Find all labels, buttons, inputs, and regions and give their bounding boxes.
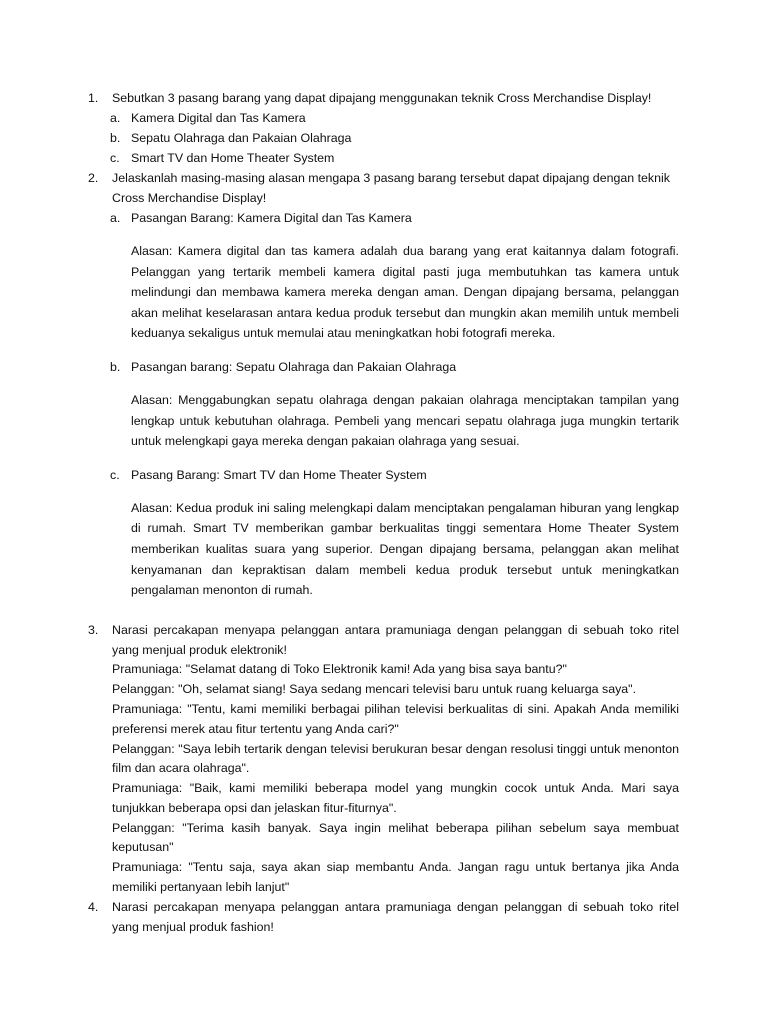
list-item — [0, 128, 768, 148]
dialogue-line: Pelanggan: "Oh, selamat siang! Saya sedang mencari televisi baru untuk ruang keluarga saya". — [112, 682, 637, 697]
question-number: 2. — [88, 171, 99, 185]
item-letter: c. — [110, 467, 120, 482]
question-2-continued — [0, 188, 768, 208]
spacer — [0, 485, 768, 498]
item-letter: a. — [110, 211, 121, 225]
question-text: Narasi percakapan menyapa pelanggan antara pramuniaga dengan pelanggan di sebuah toko ritel yang menjual produk elektronik! — [112, 622, 679, 657]
item-letter: b. — [110, 131, 121, 145]
item-letter: b. — [110, 359, 121, 374]
question-4 — [0, 898, 768, 938]
document-page — [0, 88, 768, 937]
item-heading: Pasang Barang: Smart TV dan Home Theater System — [131, 467, 427, 482]
question-text: Narasi percakapan menyapa pelanggan antara pramuniaga dengan pelanggan di sebuah toko ritel yang menjual produk fashion! — [112, 899, 679, 934]
list-item — [0, 465, 768, 485]
question-1 — [0, 88, 768, 108]
item-letter: c. — [110, 151, 120, 165]
item-heading: Pasangan Barang: Kamera Digital dan Tas Kamera — [131, 211, 412, 225]
dialogue-line: Pramuniaga: "Tentu saja, saya akan siap membantu Anda. Jangan ragu untuk bertanya jika Anda memiliki pertanyaan lebih lanjut" — [112, 860, 679, 895]
question-number: 1. — [88, 91, 99, 105]
item-text: Kamera Digital dan Tas Kamera — [131, 111, 306, 125]
reason-paragraph: Alasan: Kedua produk ini saling melengkapi dalam menciptakan pengalaman hiburan yang lengkap di rumah. Smart TV memberikan gambar berkualitas tinggi sementara Home Theater System memberikan kualitas suara yang superior. Dengan dipajang bersama, pelanggan akan melihat kenyamanan dan kepraktisan dalam membeli kedua produk tersebut untuk meningkatkan pengalaman menonton di rumah. — [131, 500, 679, 598]
reason-paragraph: Alasan: Kamera digital dan tas kamera adalah dua barang yang erat kaitannya dalam fotografi. Pelanggan yang tertarik membeli kamera digital pasti juga membutuhkan tas kamera untuk melindungi dan membawa kamera mereka dengan aman. Dengan dipajang bersama, pelanggan akan melihat keselarasan antara kedua produk tersebut dan mungkin akan memilih untuk membeli keduanya sekaligus untuk memulai atau meningkatkan hobi fotografi mereka. — [131, 244, 679, 341]
spacer — [0, 344, 768, 357]
dialogue-line: Pelanggan: "Terima kasih banyak. Saya ingin melihat beberapa pilihan sebelum saya membuat keputusan" — [112, 820, 679, 855]
question-number: 3. — [88, 622, 99, 637]
item-text: Smart TV dan Home Theater System — [131, 151, 335, 165]
list-item — [0, 148, 768, 168]
item-heading: Pasangan barang: Sepatu Olahraga dan Pakaian Olahraga — [131, 359, 457, 374]
item-text: Sepatu Olahraga dan Pakaian Olahraga — [131, 131, 352, 145]
question-text-line-2: Cross Merchandise Display! — [112, 191, 267, 205]
dialogue-line: Pelanggan: "Saya lebih tertarik dengan televisi berukuran besar dengan resolusi tinggi untuk menonton film dan acara olahraga". — [112, 741, 679, 776]
dialogue-line: Pramuniaga: "Selamat datang di Toko Elektronik kami! Ada yang bisa saya bantu?" — [112, 662, 567, 677]
dialogue-line: Pramuniaga: "Baik, kami memiliki beberapa model yang mungkin cocok untuk Anda. Mari saya tunjukkan beberapa opsi dan jelaskan fitur-fiturnya". — [112, 781, 679, 815]
list-item — [0, 108, 768, 128]
spacer — [0, 228, 768, 241]
question-number: 4. — [88, 899, 99, 914]
reason-paragraph: Alasan: Menggabungkan sepatu olahraga dengan pakaian olahraga menciptakan tampilan yang lengkap untuk kebutuhan olahraga. Pembeli yang mencari sepatu olahraga juga mungkin tertarik untuk melengkapi gaya mereka dengan pakaian olahraga yang sesuai. — [131, 392, 679, 449]
spacer — [0, 601, 768, 621]
list-item — [0, 357, 768, 377]
spacer — [0, 452, 768, 465]
item-letter: a. — [110, 111, 121, 125]
question-3 — [0, 621, 768, 898]
question-2 — [0, 168, 768, 188]
dialogue-line: Pramuniaga: "Tentu, kami memiliki berbagai pilihan televisi berkualitas di sini. Apakah Anda memiliki preferensi merek atau fitur tertentu yang Anda cari?" — [112, 701, 679, 736]
list-item — [0, 208, 768, 228]
spacer — [0, 377, 768, 390]
question-text-line-1: Jelaskanlah masing-masing alasan mengapa 3 pasang barang tersebut dapat dipajang dengan teknik — [112, 171, 670, 185]
question-text: Sebutkan 3 pasang barang yang dapat dipajang menggunakan teknik Cross Merchandise Display! — [112, 91, 652, 105]
